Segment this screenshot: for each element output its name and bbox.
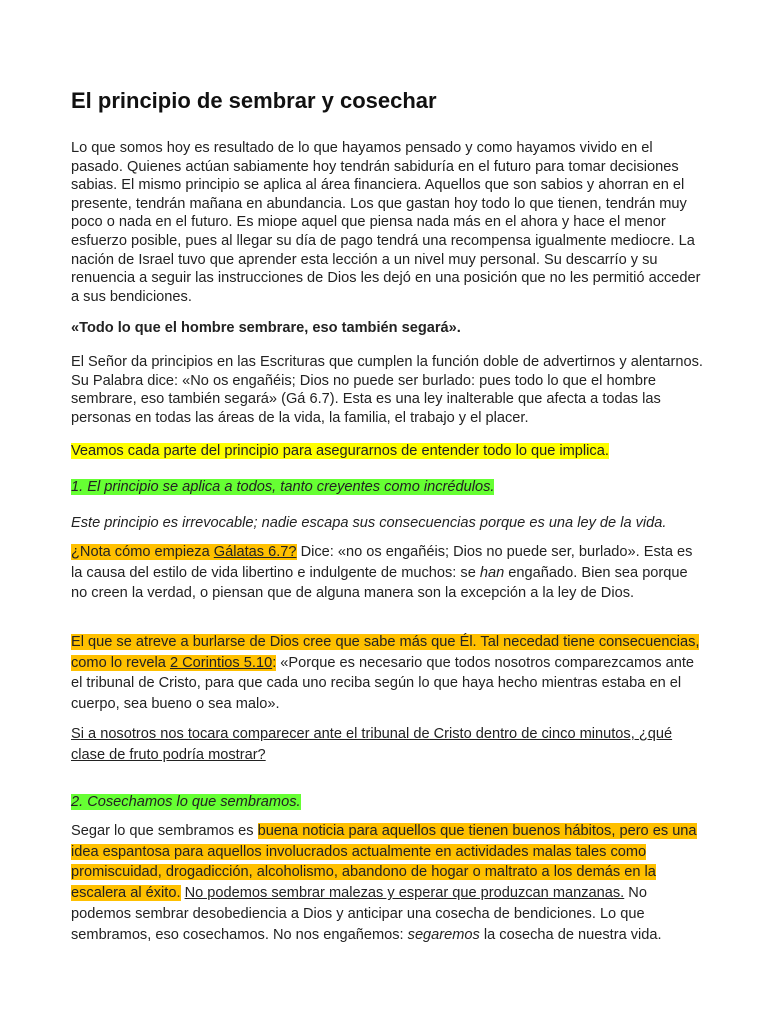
- highlighted-intro: [71, 442, 703, 461]
- intro-paragraph: Lo que somos hoy es resultado de lo que hayamos pensado y como hayamos vivido en el pasado. Quienes actúan sabiamente hoy tendrán sabiduría en el futuro para tomar decisiones sabias. El mismo principio se aplica al área financiera. Aquellos que son sabios y ahorran en el presente, tendrán mañana en abundancia. Los que gastan hoy todo lo que tienen, tendrán muy poco o nada en el futuro. Es miope aquel que piensa nada más en el ahora y hace el menor esfuerzo posible, pues al llegar su día de pago tendrá una recompensa igualmente mediocre. La nación de Israel tuvo que aprender esta lección a un nivel muy personal. Su descarrío y su renuencia a seguir las instrucciones de Dios les dejó en una posición que no les permitió acceder a sus bendiciones.: [71, 140, 701, 305]
- corintios-paragraph: El que se atreve a burlarse de Dios cree que sabe más que Él. Tal necedad tiene consecuencias, como lo revela 2 Corintios 5.10: «Porque es necesario que todos nosotros comparezcamos ante el tribunal de Cristo, para que cada uno reciba según lo que haya hecho mientras estaba en el cuerpo, sea bueno o sea malo».: [71, 634, 700, 713]
- green-highlight: 2. Cosechamos lo que sembramos.: [71, 794, 301, 810]
- orange-highlight: El que se atreve a burlarse de Dios cree que sabe más que Él. Tal necedad tiene consecuencias, como lo revela 2 Corintios 5.10:: [71, 634, 700, 671]
- yellow-highlight: Veamos cada parte del principio para asegurarnos de entender todo lo que implica.: [71, 443, 609, 459]
- harvest-paragraph: Segar lo que sembramos es buena noticia para aquellos que tienen buenos hábitos, pero es una idea espantosa para aquellos involucrados actualmente en actividades malas tales como promiscuidad, drogadicción, alcoholismo, abandono de hogar o maltrato a los demás en la escalera al éxito. No podemos sembrar malezas y esperar que produzcan manzanas. No podemos sembrar desobediencia a Dios y anticipar una cosecha de bendiciones. Lo que sembramos, eso cosechamos. No nos engañemos: segaremos la cosecha de nuestra vida.: [71, 823, 697, 943]
- corintios-link[interactable]: 2 Corintios 5.10: [169, 654, 273, 671]
- green-highlight: 1. El principio se aplica a todos, tanto creyentes como incrédulos.: [71, 479, 495, 495]
- orange-highlight: ¿Nota cómo empieza Gálatas 6.7?: [71, 544, 297, 560]
- section-heading-2: [71, 793, 703, 812]
- scripture-paragraph: El Señor da principios en las Escrituras que cumplen la función doble de advertirnos y alentarnos. Su Palabra dice: «No os engañéis; Dios no puede ser burlado: pues todo lo que el hombre sembrare, eso también segará» (Gá 6.7). Esta es una ley inalterable que afecta a todas las personas en todas las áreas de la vida, la familia, el trabajo y el placer.: [71, 354, 703, 426]
- galatas-paragraph: ¿Nota cómo empieza Gálatas 6.7? Dice: «no os engañéis; Dios no puede ser, burlado». Esta es la causa del estilo de vida libertino e indulgente de muchos: se han engañado. Bien sea porque no creen la verdad, o piensan que de alguna manera son la excepción a la ley de Dios.: [71, 544, 693, 602]
- orange-highlight: buena noticia para aquellos que tienen buenos hábitos, pero es una idea espantosa para aquellos involucrados actualmente en actividades malas tales como promiscuidad, drogadicción, alcoholismo, abandono de hogar o maltrato a los demás en la escalera al éxito.: [71, 823, 697, 902]
- underlined-sentence: No podemos sembrar malezas y esperar que produzcan manzanas.: [184, 885, 625, 902]
- irrevocable-paragraph: Este principio es irrevocable; nadie escapa sus consecuencias porque es una ley de la vida.: [71, 515, 667, 531]
- page-title: El principio de sembrar y cosechar: [71, 88, 437, 113]
- galatas-link[interactable]: Gálatas 6.7?: [213, 544, 297, 560]
- key-verse-quote: «Todo lo que el hombre sembrare, eso también segará».: [71, 320, 461, 336]
- reflection-question: Si a nosotros nos tocara comparecer ante el tribunal de Cristo dentro de cinco minutos, ¿qué clase de fruto podría mostrar?: [71, 726, 673, 763]
- section-heading-1: [71, 478, 703, 497]
